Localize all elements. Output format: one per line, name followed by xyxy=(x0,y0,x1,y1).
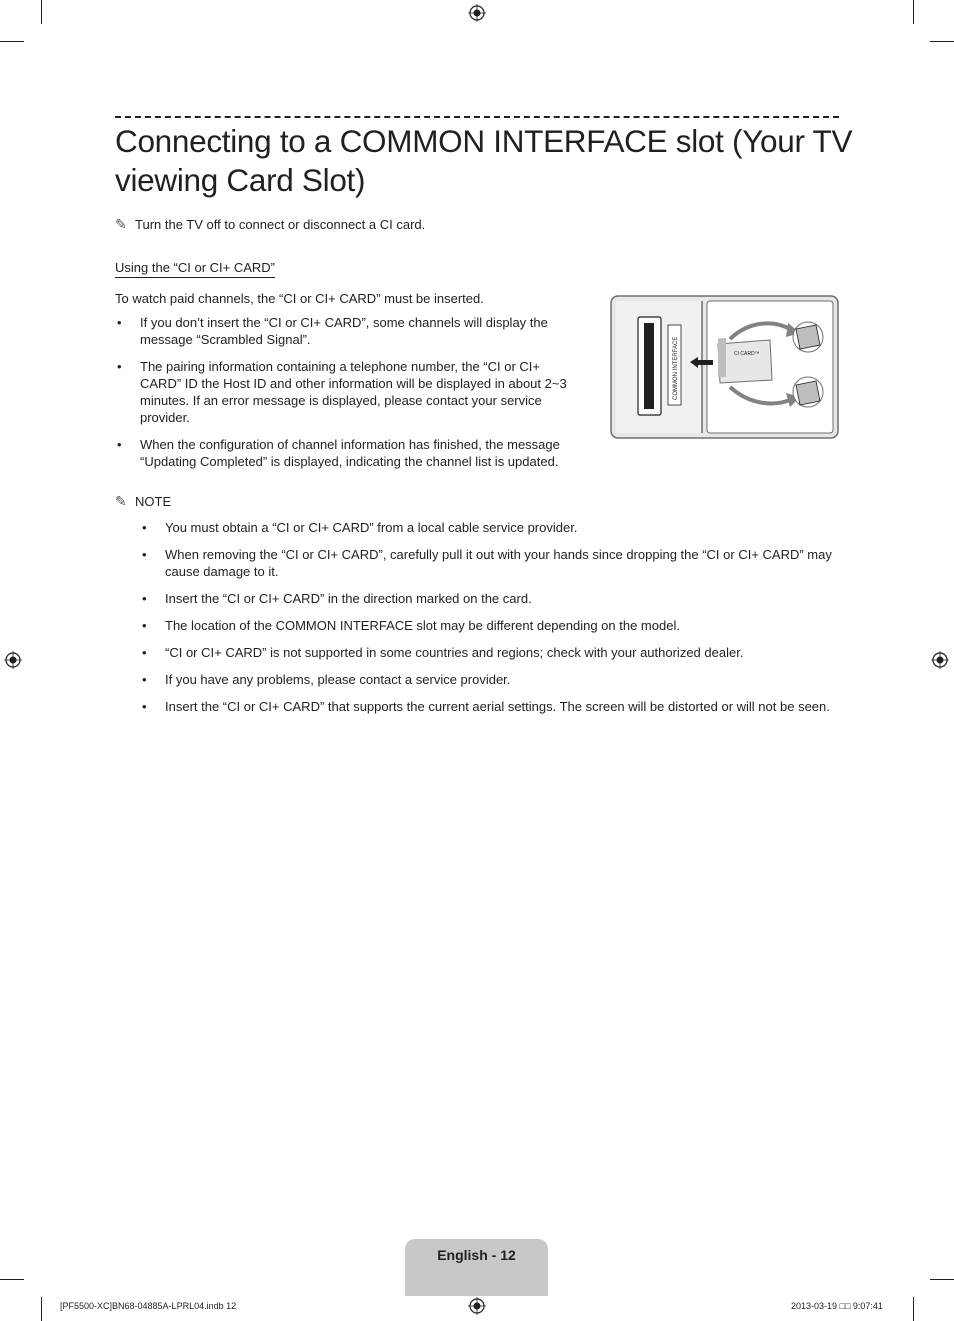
list-item: • Insert the “CI or CI+ CARD” in the direction marked on the card. xyxy=(142,591,532,606)
crop-mark xyxy=(913,1297,914,1321)
list-item-text: “CI or CI+ CARD” is not supported in some countries and regions; check with your authorized dealer. xyxy=(165,645,744,660)
list-item: • Insert the “CI or CI+ CARD” that supports the current aerial settings. The screen will be distorted or will not be seen. xyxy=(142,699,830,714)
list-item: • “CI or CI+ CARD” is not supported in some countries and regions; check with your authorized dealer. xyxy=(142,645,744,660)
note-bullet-list xyxy=(140,519,840,725)
crop-mark xyxy=(41,0,42,24)
slug-timestamp: 2013-03-19 □□ 9:07:41 xyxy=(791,1301,883,1311)
pencil-icon: ✎ xyxy=(115,493,127,509)
list-item: • If you have any problems, please contact a service provider. xyxy=(142,672,511,687)
registration-mark-icon xyxy=(4,651,22,669)
note-label: NOTE xyxy=(135,494,172,509)
list-item-text: Insert the “CI or CI+ CARD” in the direction marked on the card. xyxy=(165,591,532,606)
page-number: English - 12 xyxy=(437,1247,516,1263)
pre-note-text: Turn the TV off to connect or disconnect a CI card. xyxy=(135,217,426,232)
list-item: • The location of the COMMON INTERFACE slot may be different depending on the model. xyxy=(142,618,680,633)
slot-label: COMMON INTERFACE xyxy=(673,336,679,400)
list-item: • When the configuration of channel information has finished, the message “Updating Completed” is displayed, indicating the channel list is updated. xyxy=(117,437,560,469)
card-side-view-icon xyxy=(793,322,823,352)
registration-mark-icon xyxy=(931,651,949,669)
list-item-text: If you don’t insert the “CI or CI+ CARD”, some channels will display the message “Scrambled Signal”. xyxy=(140,315,548,347)
list-item-text: The location of the COMMON INTERFACE slot may be different depending on the model. xyxy=(165,618,680,633)
title-rule xyxy=(115,116,839,118)
card-side-view-icon xyxy=(793,377,823,407)
crop-mark xyxy=(930,1279,954,1280)
crop-mark xyxy=(930,41,954,42)
crop-mark xyxy=(41,1297,42,1321)
list-item-text: If you have any problems, please contact a service provider. xyxy=(165,672,511,687)
list-item-text: When the configuration of channel information has finished, the message “Updating Completed” is displayed, indicating the channel list is updated. xyxy=(140,437,560,469)
page-title: Connecting to a COMMON INTERFACE slot (Your TV viewing Card Slot) xyxy=(115,123,853,198)
pre-note xyxy=(115,216,425,233)
pencil-icon: ✎ xyxy=(115,216,127,232)
list-item: • The pairing information containing a telephone number, the “CI or CI+ CARD” ID the Host ID and other information will be displayed in about 2~3 minutes. If an error message is displayed, please contact your service provider. xyxy=(117,359,567,425)
note-heading xyxy=(115,493,171,510)
list-item-text: The pairing information containing a telephone number, the “CI or CI+ CARD” ID the Host ID and other information will be displayed in about 2~3 minutes. If an error message is displayed, please contact your service provider. xyxy=(140,359,567,425)
main-bullet-list xyxy=(115,314,580,480)
list-item-text: When removing the “CI or CI+ CARD”, carefully pull it out with your hands since dropping the “CI or CI+ CARD” may cause damage to it. xyxy=(165,547,832,579)
section-heading: Using the “CI or CI+ CARD” xyxy=(115,259,275,278)
ci-card xyxy=(718,338,772,383)
intro-text: To watch paid channels, the “CI or CI+ CARD” must be inserted. xyxy=(115,291,484,306)
crop-mark xyxy=(0,1279,24,1280)
list-item: • When removing the “CI or CI+ CARD”, carefully pull it out with your hands since dropping the “CI or CI+ CARD” may cause damage to it. xyxy=(142,547,832,579)
crop-mark xyxy=(913,0,914,24)
slug-file-info: [PF5500-XC]BN68-04885A-LPRL04.indb 12 xyxy=(60,1301,237,1311)
registration-mark-icon xyxy=(468,4,486,22)
card-label: CI CARD™ xyxy=(734,351,760,357)
list-item: • You must obtain a “CI or CI+ CARD” from a local cable service provider. xyxy=(142,520,578,535)
crop-mark xyxy=(0,41,24,42)
registration-mark-icon xyxy=(468,1297,486,1315)
list-item-text: You must obtain a “CI or CI+ CARD” from a local cable service provider. xyxy=(165,520,578,535)
list-item: • If you don’t insert the “CI or CI+ CARD”, some channels will display the message “Scrambled Signal”. xyxy=(117,315,548,347)
ci-card-illustration xyxy=(610,295,839,439)
list-item-text: Insert the “CI or CI+ CARD” that supports the current aerial settings. The screen will be distorted or will not be seen. xyxy=(165,699,830,714)
